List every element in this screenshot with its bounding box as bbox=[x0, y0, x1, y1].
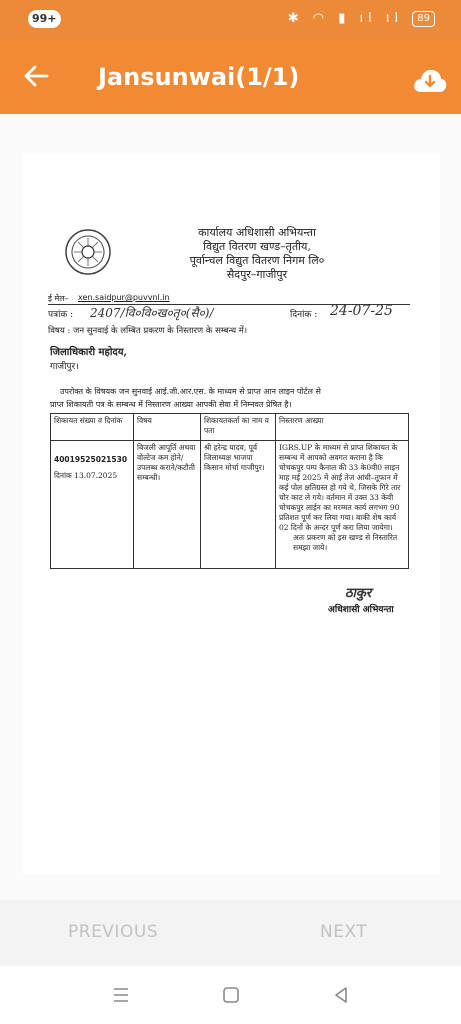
office-line-1: कार्यालय अधिशासी अभियन्ता bbox=[198, 226, 316, 239]
system-navigation-bar bbox=[0, 966, 461, 1024]
complaint-table bbox=[50, 413, 409, 569]
back-arrow-icon[interactable] bbox=[18, 58, 54, 94]
complaint-subject: बिजली आपूर्ति अथवा वोल्टेज कम होने/उपलब्ध कराने/कटौती सम्बन्धी। bbox=[134, 441, 201, 569]
menu-icon[interactable] bbox=[111, 985, 131, 1005]
letter-number-label: पत्रांक : bbox=[48, 310, 74, 320]
table-header-resolution: निस्तारण आख्या bbox=[276, 414, 409, 441]
next-button[interactable]: NEXT bbox=[320, 922, 368, 942]
table-header-subject: विषय bbox=[134, 414, 201, 441]
intro-line-2: प्राप्त शिकायती पत्र के सम्बन्ध में निस्तारण आख्या आपकी सेवा में निम्नवत प्रेषित है। bbox=[50, 400, 292, 409]
signal-wifi-icons: ✱ ◠ ▮ ıl ıl bbox=[287, 11, 404, 26]
table-header-complaint-no: शिकायत संख्या व दिनांक bbox=[51, 414, 134, 441]
back-nav-icon[interactable] bbox=[331, 985, 351, 1005]
utility-logo bbox=[64, 228, 112, 276]
resolution-cell bbox=[276, 441, 409, 569]
complaint-date: दिनांक 13.07.2025 bbox=[54, 471, 118, 480]
addressee: जिलाधिकारी महोदय, bbox=[50, 347, 128, 358]
signature: ठाकुर bbox=[345, 586, 372, 601]
resolution-text: IGRS.UP के माध्यम से प्राप्त शिकायत के सम्बन्ध में आपको अवगत कराना है कि चोचकपुर पम्प कैनाल की 33 के0वी0 लाइन माह मई 2025 में आई तेज आंधी–तूफान में कई पोल क्षतिग्रस्त हो गये थे, जिसके गिरे तार चोर काट ले गये। वर्तमान में उक्त 33 केवी चोचकपुर लाईन का मरम्मत कार्य लगभग 90 प्रतिशत पूर्ण कर लिया गया। बाकी शेष कार्य 02 दिनों के अन्दर पूर्ण करा लिया जायेगा। bbox=[279, 443, 401, 532]
notification-count-badge: 99+ bbox=[28, 10, 61, 28]
complaint-cell bbox=[51, 441, 134, 569]
table-row bbox=[51, 441, 409, 569]
office-line-3: पूर्वान्चल विद्युत वितरण निगम लि० bbox=[189, 254, 325, 267]
complainant-details: श्री हरेन्द्र यादव, पूर्व जिलाध्यक्ष भाजपा किसान मोर्चा गाजीपुर। bbox=[201, 441, 276, 569]
date-label: दिनांक : bbox=[290, 310, 318, 320]
email-address: xen.saidpur@puvvnl.in bbox=[78, 293, 170, 302]
cloud-download-icon[interactable] bbox=[412, 66, 448, 94]
battery-icon: 89 bbox=[412, 11, 435, 27]
office-line-2: विद्युत वितरण खण्ड–तृतीय, bbox=[203, 240, 311, 253]
date-value: 24-07-25 bbox=[330, 303, 393, 319]
intro-line-1: उपरोक्त के विषयक जन सुनवाई आई.जी.आर.एस. के माध्यम से प्राप्त आन लाइन पोर्टल से bbox=[60, 387, 321, 396]
subject-line: विषय : जन सुनवाई के लम्बित प्रकरण के निस्तारण के सम्बन्ध में। bbox=[48, 326, 248, 336]
home-icon[interactable] bbox=[221, 985, 241, 1005]
complaint-number: 40019525021530 bbox=[54, 455, 128, 464]
previous-button[interactable]: PREVIOUS bbox=[68, 922, 159, 942]
table-header-complainant: शिकायतकर्ता का नाम व पता bbox=[201, 414, 276, 441]
letter-number-value: 2407/वि०वि०ख०तृ०(सै०)/ bbox=[90, 306, 214, 320]
email-label: ई मेल– bbox=[48, 294, 69, 303]
status-bar bbox=[0, 0, 461, 40]
status-icons bbox=[288, 9, 435, 29]
office-line-4: सैदपुर–गाजीपुर bbox=[226, 268, 288, 281]
app-bar bbox=[0, 40, 461, 114]
signatory-title: अधिशासी अभियन्ता bbox=[328, 605, 394, 615]
pager-bar bbox=[0, 900, 461, 966]
page-title: Jansunwai(1/1) bbox=[98, 63, 300, 91]
addressee-place: गाजीपुर। bbox=[50, 362, 79, 372]
resolution-conclusion: अतः प्रकरण को इस खण्ड से निस्तारित समझा जाये। bbox=[293, 533, 398, 552]
